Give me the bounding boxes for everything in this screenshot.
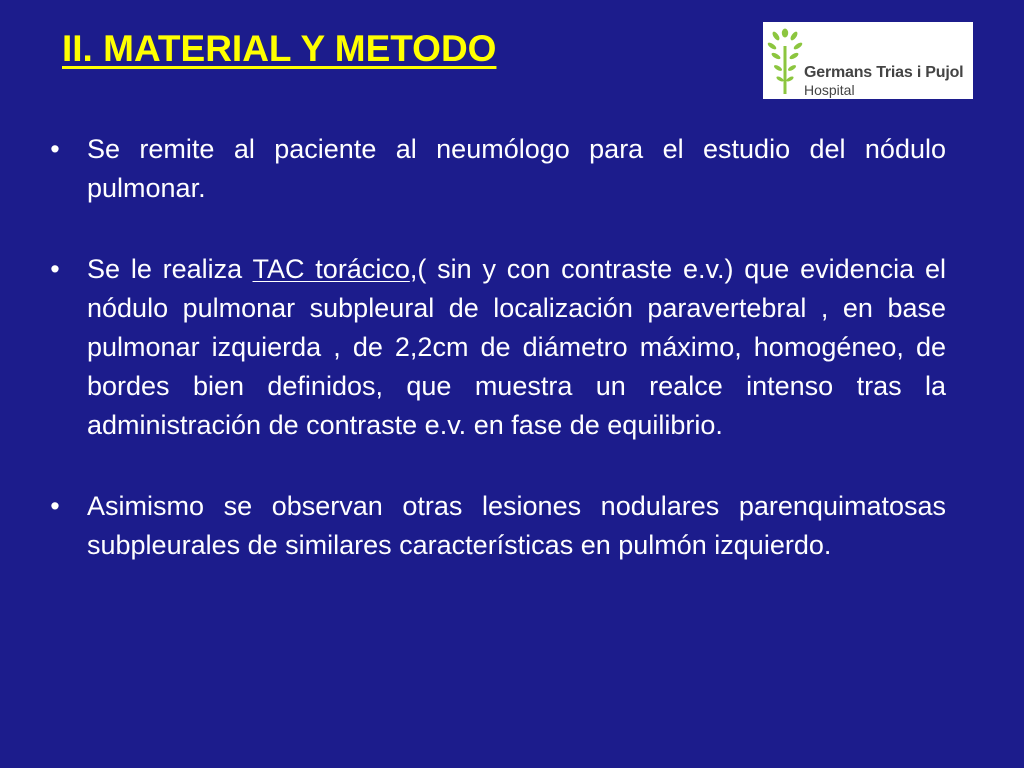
bullet-item xyxy=(40,250,946,445)
logo-hospital-name: Germans Trias i Pujol xyxy=(804,64,964,81)
bullet-marker: • xyxy=(50,134,60,164)
tree-icon xyxy=(765,24,805,96)
hospital-logo xyxy=(763,22,973,99)
bullet-item xyxy=(40,487,946,565)
bullet-marker: • xyxy=(50,491,60,521)
logo-hospital-label: Hospital xyxy=(804,82,855,98)
bullet-list xyxy=(40,130,946,607)
slide-title: II. MATERIAL Y METODO xyxy=(62,28,497,69)
bullet-text xyxy=(87,250,946,445)
bullet-text-start: Se le realiza xyxy=(87,254,253,284)
bullet-text: Se remite al paciente al neumólogo para el estudio del nódulo pulmonar. xyxy=(87,134,946,203)
bullet-text: Asimismo se observan otras lesiones nodulares parenquimatosas subpleurales de similares características en pulmón izquierdo. xyxy=(87,491,946,560)
bullet-text-end: ,( sin y con contraste e.v.) que evidencia el nódulo pulmonar subpleural de localización paravertebral , en base pulmonar izquierda , de 2,2cm de diámetro máximo, homogéneo, de bordes bien definidos, que muestra un realce intenso tras la administración de contraste e.v. en fase de equilibrio. xyxy=(87,254,946,440)
bullet-marker: • xyxy=(50,254,60,284)
tac-toracico-link[interactable]: TAC torácico xyxy=(252,254,410,284)
bullet-item xyxy=(40,130,946,208)
